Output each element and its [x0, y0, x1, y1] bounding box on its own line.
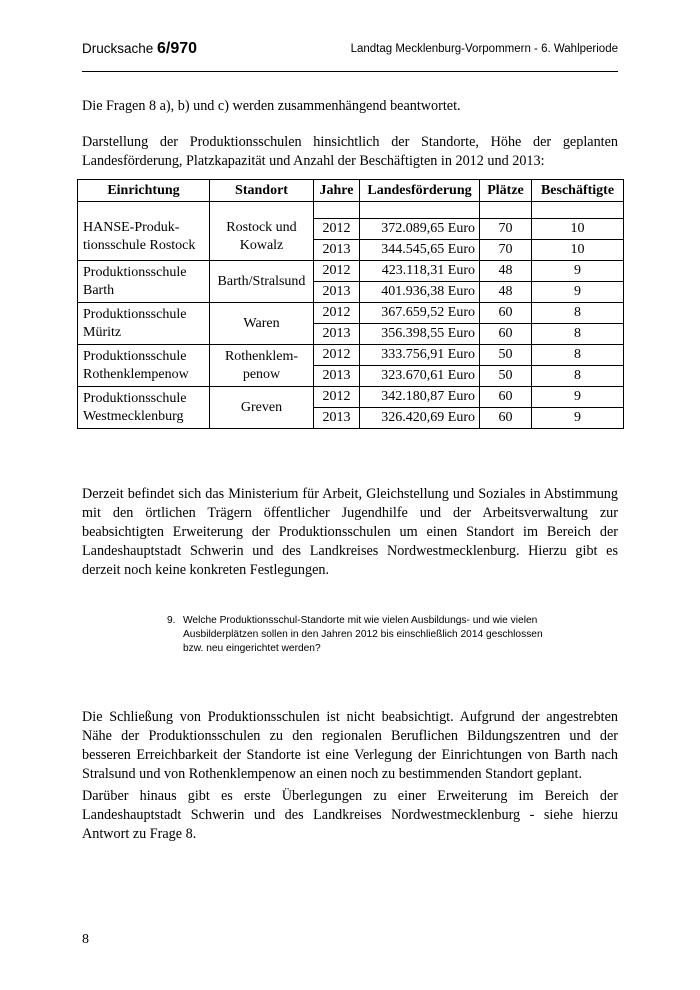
- funding-amount: 401.936,38 Euro: [360, 282, 480, 303]
- places: 60: [480, 303, 532, 324]
- staff-count: 9: [532, 261, 624, 282]
- cell-line: Rothenklempenow: [83, 366, 189, 382]
- institution-name: [78, 387, 210, 429]
- cell-line: penow: [242, 366, 281, 382]
- year: 2013: [314, 324, 360, 345]
- staff-count: 8: [532, 366, 624, 387]
- column-header: Standort: [210, 180, 314, 202]
- funding-amount: 356.398,55 Euro: [360, 324, 480, 345]
- location: [210, 345, 314, 387]
- cell-line: Müritz: [83, 324, 122, 340]
- staff-count: 9: [532, 282, 624, 303]
- funding-table: [77, 179, 624, 429]
- year: 2013: [314, 240, 360, 261]
- year: 2012: [314, 345, 360, 366]
- paragraph-expansion: Darüber hinaus gibt es erste Überlegungen zu einer Erweiterung im Bereich der Landeshauptstadt Schwerin und des Landkreises Nordwestmecklenburg - siehe hierzu Antwort zu Frage 8.: [82, 788, 618, 842]
- column-header: Landesförderung: [360, 180, 480, 202]
- places: 70: [480, 240, 532, 261]
- cell-line: Greven: [240, 399, 283, 415]
- cell-line: HANSE-Produk-: [83, 219, 180, 235]
- places: 50: [480, 345, 532, 366]
- location: [210, 261, 314, 303]
- table-row: [78, 387, 624, 408]
- staff-count: 10: [532, 219, 624, 240]
- document-label: [82, 40, 197, 58]
- table-caption: Darstellung der Produktionsschulen hinsichtlich der Standorte, Höhe der geplanten Landesförderung, Platzkapazität und Anzahl der Beschäftigten in 2012 und 2013:: [82, 134, 618, 169]
- funding-amount: 323.670,61 Euro: [360, 366, 480, 387]
- staff-count: 9: [532, 387, 624, 408]
- parliament-label: Landtag Mecklenburg-Vorpommern - 6. Wahlperiode: [350, 43, 618, 55]
- places: 48: [480, 282, 532, 303]
- cell-line: Westmecklenburg: [83, 408, 184, 424]
- page-number: 8: [82, 932, 89, 947]
- institution-name: [78, 261, 210, 303]
- funding-table-container: [77, 179, 624, 429]
- places: 70: [480, 219, 532, 240]
- table-body: [78, 202, 624, 429]
- places: 50: [480, 366, 532, 387]
- year: 2012: [314, 303, 360, 324]
- staff-count: 9: [532, 408, 624, 429]
- cell-line: tionsschule Rostock: [83, 237, 196, 253]
- question-number: 9.: [167, 615, 176, 626]
- location: [210, 219, 314, 261]
- document-number: 6/970: [157, 40, 198, 57]
- staff-count: 10: [532, 240, 624, 261]
- table-row: [78, 345, 624, 366]
- table-spacer-row: [78, 202, 624, 219]
- question-text: Welche Produktionsschul-Standorte mit wie vielen Ausbildungs- und wie vielen Ausbilderplätzen sollen in den Jahren 2012 bis einschließlich 2014 geschlossen bzw. neu eingerichtet werden?: [183, 615, 543, 654]
- table-row: [78, 219, 624, 240]
- year: 2013: [314, 366, 360, 387]
- cell-line: Produktionsschule: [83, 306, 187, 322]
- funding-amount: 344.545,65 Euro: [360, 240, 480, 261]
- table-header-row: [78, 180, 624, 202]
- funding-amount: 367.659,52 Euro: [360, 303, 480, 324]
- funding-amount: 333.756,91 Euro: [360, 345, 480, 366]
- cell-line: Barth/Stralsund: [217, 273, 306, 289]
- column-header: Jahre: [314, 180, 360, 202]
- cell-line: Produktionsschule: [83, 264, 187, 280]
- staff-count: 8: [532, 345, 624, 366]
- header-divider: [82, 71, 618, 72]
- location: [210, 303, 314, 345]
- cell-line: Rothenklem-: [224, 348, 299, 364]
- institution-name: [78, 219, 210, 261]
- year: 2012: [314, 219, 360, 240]
- funding-amount: 342.180,87 Euro: [360, 387, 480, 408]
- year: 2012: [314, 387, 360, 408]
- year: 2012: [314, 261, 360, 282]
- staff-count: 8: [532, 303, 624, 324]
- cell-line: Barth: [83, 282, 115, 298]
- document-prefix: Drucksache: [82, 41, 158, 56]
- location: [210, 387, 314, 429]
- year: 2013: [314, 408, 360, 429]
- places: 60: [480, 324, 532, 345]
- places: 48: [480, 261, 532, 282]
- funding-amount: 372.089,65 Euro: [360, 219, 480, 240]
- institution-name: [78, 303, 210, 345]
- paragraph-ministry: Derzeit befindet sich das Ministerium für Arbeit, Gleichstellung und Soziales in Abstimmung mit den örtlichen Trägern öffentlicher Jugendhilfe und der Arbeitsverwaltung zur beabsichtigten Erweiterung der Produktionsschulen um einen Standort im Bereich der Landeshauptstadt Schwerin und des Landkreises Nordwestmecklenburg. Hierzu gibt es derzeit noch keine konkreten Festlegungen.: [82, 486, 618, 578]
- places: 60: [480, 387, 532, 408]
- year: 2013: [314, 282, 360, 303]
- intro-text: Die Fragen 8 a), b) und c) werden zusammenhängend beantwortet.: [82, 98, 461, 114]
- column-header: Einrichtung: [78, 180, 210, 202]
- places: 60: [480, 408, 532, 429]
- cell-line: Kowalz: [239, 237, 284, 253]
- question-9: [167, 614, 547, 656]
- cell-line: Rostock und: [226, 219, 297, 235]
- page-header: [82, 36, 618, 66]
- paragraph-closure: Die Schließung von Produktionsschulen ist nicht beabsichtigt. Aufgrund der angestrebten Nähe der Produktionsschulen zu den regionalen Beruflichen Bildungszentren und der besseren Erreichbarkeit der Standorte ist eine Verlegung der Einrichtungen von Barth nach Stralsund und von Rothenklempenow an einen noch zu bestimmenden Standort geplant.: [82, 709, 618, 782]
- cell-line: Waren: [243, 315, 280, 331]
- funding-amount: 326.420,69 Euro: [360, 408, 480, 429]
- column-header: Plätze: [480, 180, 532, 202]
- cell-line: Produktionsschule: [83, 390, 187, 406]
- funding-amount: 423.118,31 Euro: [360, 261, 480, 282]
- staff-count: 8: [532, 324, 624, 345]
- table-row: [78, 303, 624, 324]
- cell-line: Produktionsschule: [83, 348, 187, 364]
- column-header: Beschäftigte: [532, 180, 624, 202]
- table-row: [78, 261, 624, 282]
- institution-name: [78, 345, 210, 387]
